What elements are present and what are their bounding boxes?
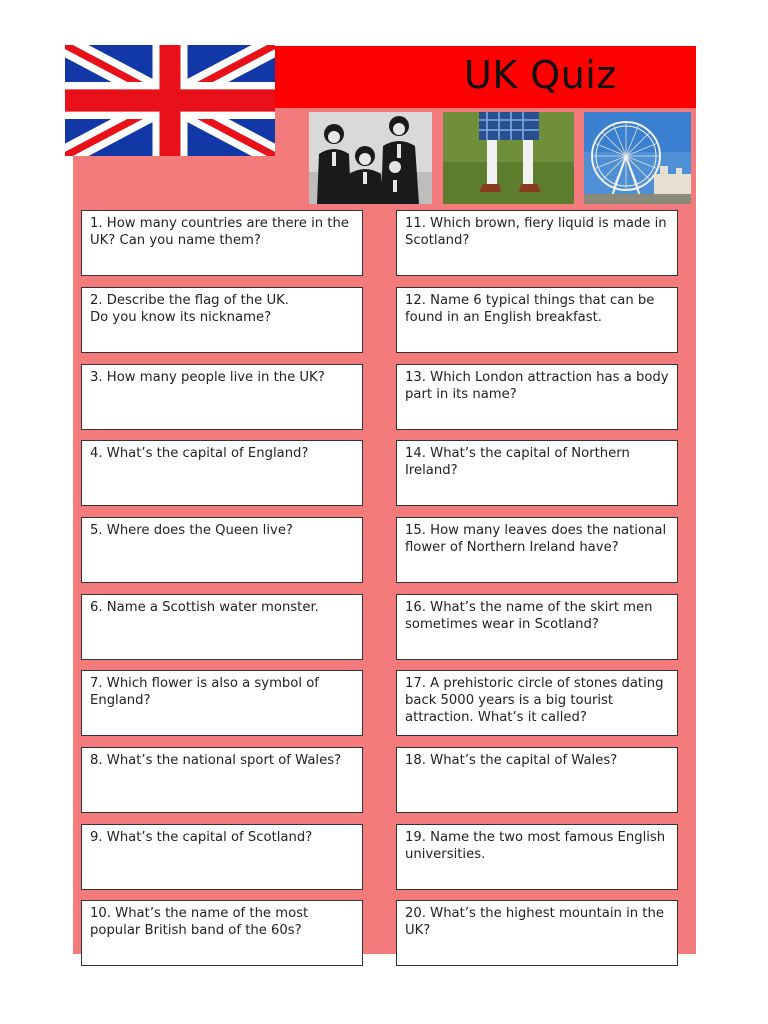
- question-box-13: 13. Which London attraction has a body part in its name?: [396, 364, 678, 430]
- question-box-4: 4. What’s the capital of England?: [81, 440, 363, 506]
- question-box-9: 9. What’s the capital of Scotland?: [81, 824, 363, 890]
- question-box-11: 11. Which brown, fiery liquid is made in Scotland?: [396, 210, 678, 276]
- question-box-15: 15. How many leaves does the national flower of Northern Ireland have?: [396, 517, 678, 583]
- question-box-18: 18. What’s the capital of Wales?: [396, 747, 678, 813]
- union-jack-flag: [65, 45, 275, 156]
- question-box-16: 16. What’s the name of the skirt men sometimes wear in Scotland?: [396, 594, 678, 660]
- title-bar: [272, 46, 696, 108]
- page-title: UK Quiz: [464, 53, 617, 97]
- question-box-3: 3. How many people live in the UK?: [81, 364, 363, 430]
- band-photo: [309, 112, 432, 204]
- ferris-wheel-photo: [584, 112, 691, 204]
- question-box-7: 7. Which flower is also a symbol of England?: [81, 670, 363, 736]
- question-box-20: 20. What’s the highest mountain in the UK?: [396, 900, 678, 966]
- question-box-12: 12. Name 6 typical things that can be found in an English breakfast.: [396, 287, 678, 353]
- question-box-2: 2. Describe the flag of the UK. Do you know its nickname?: [81, 287, 363, 353]
- question-box-5: 5. Where does the Queen live?: [81, 517, 363, 583]
- question-box-17: 17. A prehistoric circle of stones dating back 5000 years is a big tourist attraction. What’s it called?: [396, 670, 678, 736]
- question-box-6: 6. Name a Scottish water monster.: [81, 594, 363, 660]
- question-box-8: 8. What’s the national sport of Wales?: [81, 747, 363, 813]
- kilt-photo: [443, 112, 574, 204]
- question-box-10: 10. What’s the name of the most popular British band of the 60s?: [81, 900, 363, 966]
- question-box-19: 19. Name the two most famous English universities.: [396, 824, 678, 890]
- question-box-1: 1. How many countries are there in the UK? Can you name them?: [81, 210, 363, 276]
- question-box-14: 14. What’s the capital of Northern Ireland?: [396, 440, 678, 506]
